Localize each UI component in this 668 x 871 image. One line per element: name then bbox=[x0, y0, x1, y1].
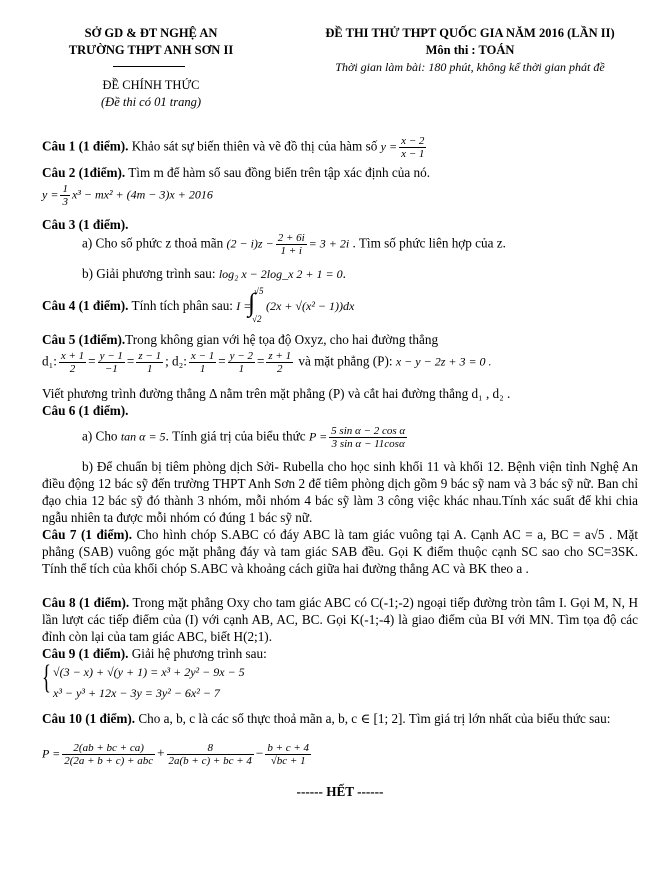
q3a-num: 2 + 6i bbox=[277, 232, 305, 244]
q5-d1-n3: z − 1 bbox=[138, 350, 162, 362]
question-10 bbox=[42, 710, 638, 727]
q3a-expr1: (2 − i)z − bbox=[226, 236, 274, 251]
q2-lhs: y = bbox=[42, 187, 59, 202]
q6a-fraction bbox=[329, 425, 407, 450]
q5-d1-n2: y − 1 bbox=[99, 350, 123, 362]
question-1-label: Câu 1 (1 điểm). bbox=[42, 138, 129, 154]
q9-eq2: x³ − y³ + 12x − 3y = 3y² − 6x² − 7 bbox=[53, 686, 220, 700]
q5-task: Viết phương trình đường thẳng Δ nằm trên mặt phẳng (P) và cắt hai đường thẳng d₁ , d₂ . bbox=[42, 386, 511, 401]
q10-t1-num: 2(ab + bc + ca) bbox=[62, 742, 155, 755]
q3a-expr2: = 3 + 2i bbox=[308, 236, 350, 251]
q10-term1 bbox=[62, 742, 155, 767]
q5-d2-f2 bbox=[228, 350, 255, 375]
official-label: ĐỀ CHÍNH THỨC bbox=[102, 78, 200, 92]
q2-num: 1 bbox=[62, 183, 68, 195]
q5-d2-d3: 2 bbox=[277, 363, 283, 375]
q5-d1-d3: 1 bbox=[146, 363, 153, 375]
q5-lines: d₁: $\frac{x + 1}{2}$ = $\frac{y - 1}{-1}$ = $\frac{z - 1}{1}$ ; d₂: $\frac{x - 1}{1}$ = $\frac{y - 2}{1}$ = $\frac{z + 1}{2}$ và mặt phẳng (P): x − y − 2z + 3 = 0 . bbox=[42, 350, 492, 375]
q6-part-a bbox=[82, 425, 409, 450]
q5-d2-n2: y − 2 bbox=[229, 350, 253, 362]
q2-rest: x³ − mx² + (4m − 3)x + 2016 bbox=[71, 187, 213, 202]
q5-d1-d1: 2 bbox=[69, 363, 76, 375]
q5-d1-n1: x + 1 bbox=[60, 350, 85, 362]
q6-part-b: b) Để chuẩn bị tiêm phòng dịch Sởi- Rubella cho học sinh khối 11 và khối 12. Bệnh viện tỉnh Nghệ An điều động 12 bác sỹ đến trường THPT Anh Sơn 2 để tiêm phòng dịch gồm 9 bác sỹ nam và 3 bác sỹ nữ. Ban chỉ đạo chia 12 bác sỹ đó thành 3 nhóm, mỗi nhóm 4 bác sỹ làm 3 công việc khác nhau.Tính xác suất để khi chia ngẫu nhiên ta được mỗi nhóm có đúng 1 bác sỹ nữ. bbox=[42, 459, 638, 525]
q10-P: P = bbox=[42, 746, 61, 761]
question-4-text: Tính tích phân sau: bbox=[131, 298, 233, 313]
page-count-note: (Đề thi có 01 trang) bbox=[101, 95, 201, 109]
q5-d1-d2: −1 bbox=[104, 363, 118, 375]
q10-t2-den: 2a(b + c) + bc + 4 bbox=[168, 755, 252, 767]
question-10-label: Câu 10 (1 điểm). bbox=[42, 711, 136, 726]
q5-plane: x − y − 2z + 3 = 0 . bbox=[395, 354, 492, 369]
q1-fraction bbox=[399, 135, 426, 160]
q4-lower-limit: √2 bbox=[252, 314, 262, 324]
question-2-text: Tìm m để hàm số sau đồng biến trên tập xác định của nó. bbox=[128, 165, 430, 180]
q5-d1-f1 bbox=[59, 350, 86, 375]
question-2-label: Câu 2 (1điểm). bbox=[42, 165, 126, 180]
end-marker: ------ HẾT ------ bbox=[296, 784, 384, 799]
q3a-pre: a) Cho số phức z thoả mãn bbox=[82, 235, 224, 251]
q5-d1: d₁: bbox=[42, 353, 57, 369]
question-9-label: Câu 9 (1 điểm). bbox=[42, 646, 129, 661]
q2-den: 3 bbox=[62, 196, 68, 208]
q3-part-a bbox=[82, 232, 506, 257]
question-8 bbox=[42, 594, 638, 645]
q2-fraction bbox=[60, 183, 70, 208]
question-7 bbox=[42, 526, 638, 577]
q10-t3-num: b + c + 4 bbox=[267, 742, 310, 754]
q6a-P: P = bbox=[308, 429, 328, 444]
q9-eq1: √(3 − x) + √(y + 1) = x³ + 2y² − 9x − 5 bbox=[53, 665, 245, 679]
q10-term3 bbox=[265, 742, 311, 767]
integral-sign: ∫ bbox=[248, 288, 256, 317]
question-10-text: Cho a, b, c là các số thực thoả mãn a, b, c ∈ [1; 2]. Tìm giá trị lớn nhất của biểu thức sau: bbox=[138, 711, 611, 726]
q6a-num: 5 sin α − 2 cos α bbox=[331, 425, 406, 437]
q6a-pre: a) Cho bbox=[82, 428, 118, 444]
q5-d1-f3 bbox=[136, 350, 163, 375]
q5-d2-d2: 1 bbox=[238, 363, 245, 375]
question-3 bbox=[42, 216, 638, 233]
q3b-expr: log₂ x − 2log_x 2 + 1 = 0 bbox=[218, 267, 343, 281]
q5-d2-n1: x − 1 bbox=[190, 350, 215, 362]
q1-den: x − 1 bbox=[401, 148, 425, 160]
q5-d2-f3 bbox=[266, 350, 293, 375]
exam-title: ĐỀ THI THỬ THPT QUỐC GIA NĂM 2016 (LẦN II) bbox=[325, 26, 615, 40]
question-7-text: Cho hình chóp S.ABC có đáy ABC là tam giác vuông tại A. Cạnh AC = a, BC = a√5 . Mặt phẳng (SAB) vuông góc mặt phẳng đáy và tam giác SAB đều. Gọi K điểm thuộc cạnh SC sao cho SC=3SK. Tính thể tích của khối chóp S.ABC và khoảng cách giữa hai đường thẳng AC và BK theo a . bbox=[42, 527, 639, 576]
question-9-text: Giải hệ phương trình sau: bbox=[131, 646, 267, 661]
q6a-expr: tan α = 5 bbox=[120, 429, 166, 444]
school-name: TRƯỜNG THPT ANH SƠN II bbox=[68, 43, 234, 57]
question-7-label: Câu 7 (1 điểm). bbox=[42, 527, 132, 542]
q6a-den: 3 sin α − 11cosα bbox=[331, 438, 405, 450]
q1-num: x − 2 bbox=[401, 135, 425, 147]
q10-term2 bbox=[167, 742, 254, 767]
q5-d2-f1 bbox=[189, 350, 216, 375]
q10-t2-num: 8 bbox=[167, 742, 254, 755]
question-5 bbox=[42, 331, 638, 348]
question-6 bbox=[42, 402, 638, 419]
q3b-pre: b) Giải phương trình sau: bbox=[82, 266, 216, 281]
question-4 bbox=[42, 298, 251, 314]
q3-part-b bbox=[82, 266, 346, 282]
time-note: Thời gian làm bài: 180 phút, không kể thời gian phát đề bbox=[335, 60, 605, 74]
q5-d2-n3: z + 1 bbox=[268, 350, 292, 362]
question-3-label: Câu 3 (1 điểm). bbox=[42, 217, 129, 232]
q6a-mid: . Tính giá trị của biểu thức bbox=[165, 428, 306, 444]
question-9 bbox=[42, 645, 638, 662]
question-8-label: Câu 8 (1 điểm). bbox=[42, 595, 130, 610]
q5-d2: ; d₂: bbox=[165, 353, 187, 369]
q1-y: y = bbox=[380, 139, 398, 154]
q4-integrand: (2x + √(x² − 1))dx bbox=[266, 299, 355, 313]
question-2 bbox=[42, 164, 638, 181]
q10-t3-den: √bc + 1 bbox=[270, 755, 306, 767]
q10-minus: − bbox=[255, 745, 264, 761]
q10-t1-den: 2(2a + b + c) + abc bbox=[64, 755, 154, 767]
question-4-label: Câu 4 (1 điểm). bbox=[42, 298, 129, 313]
q5-plane-text: và mặt phẳng (P): bbox=[298, 353, 393, 369]
question-5-label: Câu 5 (1điểm). bbox=[42, 332, 126, 347]
system-brace: { bbox=[42, 659, 51, 696]
q10-formula bbox=[42, 742, 313, 767]
q5-d1-f2 bbox=[98, 350, 125, 375]
question-6-label: Câu 6 (1 điểm). bbox=[42, 403, 129, 418]
dept-name: SỞ GD & ĐT NGHỆ AN bbox=[84, 26, 218, 40]
question-1 bbox=[42, 135, 638, 160]
q2-formula bbox=[42, 183, 213, 208]
subject: Môn thi : TOÁN bbox=[425, 43, 515, 57]
q10-plus: + bbox=[157, 745, 165, 761]
q3a-post: . Tìm số phức liên hợp của z. bbox=[352, 235, 506, 251]
question-5-text: Trong không gian với hệ tọa độ Oxyz, cho hai đường thẳng bbox=[125, 332, 439, 347]
q4-I: I = bbox=[236, 299, 252, 313]
q4-upper-limit: √5 bbox=[254, 286, 264, 296]
q5-d2-d1: 1 bbox=[199, 363, 206, 375]
q3a-fraction bbox=[276, 232, 307, 257]
q3b-post: . bbox=[342, 266, 346, 281]
header-divider bbox=[113, 66, 185, 67]
question-8-text: Trong mặt phẳng Oxy cho tam giác ABC có C(-1;-2) ngoại tiếp đường tròn tâm I. Gọi M, N, H lần lượt các tiếp điểm của (I) với cạnh AB, AC, BC. Gọi K(-1;-4) là giao điểm của BI với MN. Tìm tọa độ các đỉnh còn lại của tam giác ABC, biết H(2;1). bbox=[42, 595, 639, 644]
q3a-den: 1 + i bbox=[280, 245, 302, 257]
question-1-text: Khảo sát sự biến thiên và vẽ đồ thị của hàm số bbox=[131, 138, 378, 154]
